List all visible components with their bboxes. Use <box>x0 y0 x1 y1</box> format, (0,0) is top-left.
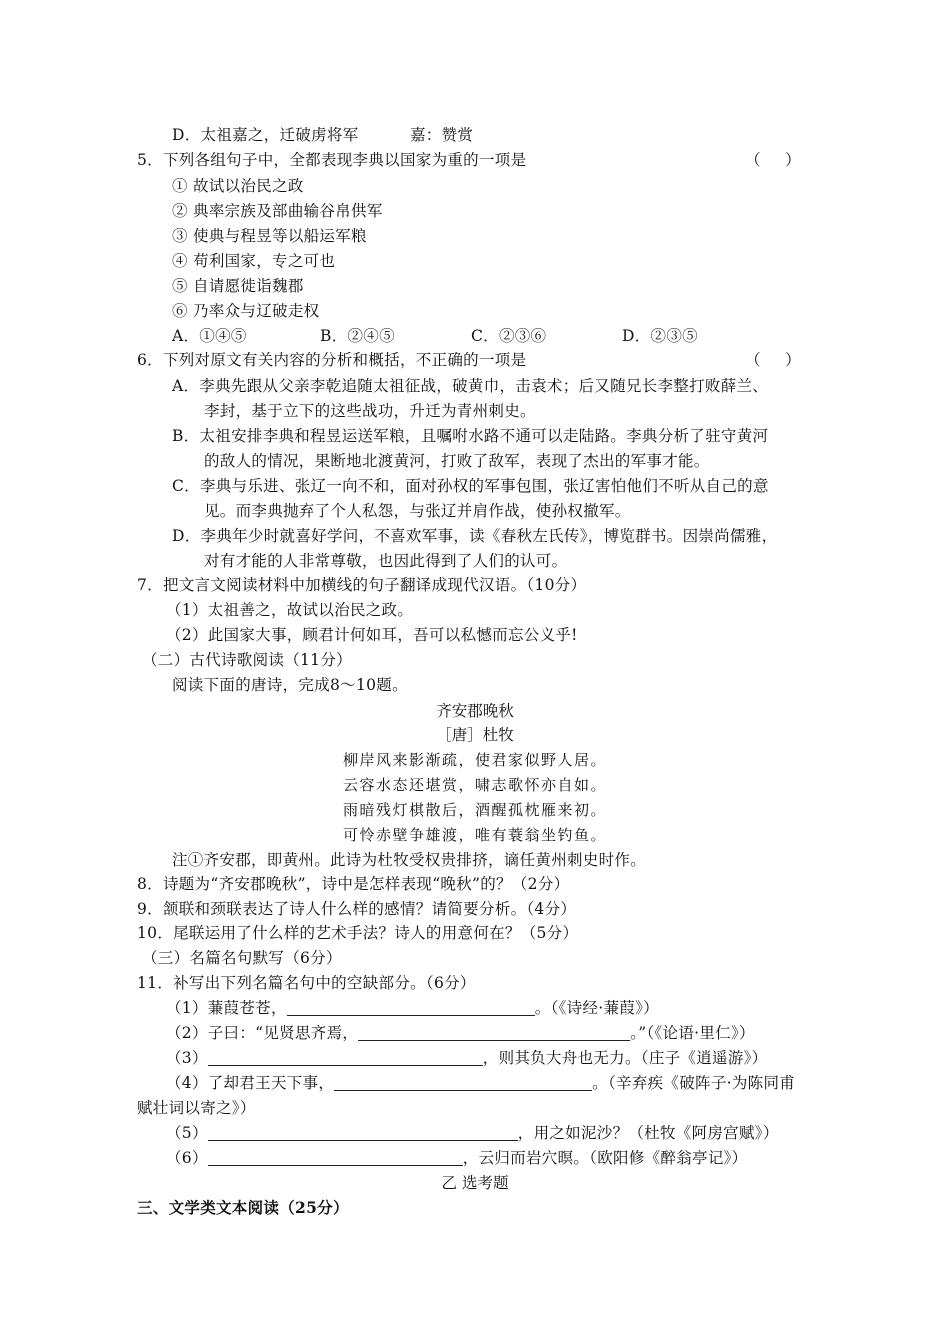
q5-item-1: ① 故试以治民之政 <box>172 177 304 195</box>
q5-option-a: A．①④⑤ <box>172 327 247 345</box>
q4-option-d-text: D．太祖嘉之，迁破虏将军 <box>172 126 359 144</box>
q11-item-2-suffix: 。”（《论语·里仁》） <box>630 1024 755 1042</box>
q11-item-6-suffix: ，云归而岩穴暝。（欧阳修《醉翁亭记》） <box>462 1149 748 1167</box>
q5-answer-paren: （ ） <box>745 151 801 169</box>
q11-item-4-suffix: 。（辛弃疾《破阵子·为陈同甫 <box>592 1074 796 1092</box>
q11-item-5-prefix: （5） <box>166 1124 208 1142</box>
section2-heading: （二）古代诗歌阅读（11分） <box>142 651 352 669</box>
fill-blank-2[interactable] <box>358 1024 630 1041</box>
poem-title: 齐安郡晚秋 <box>436 702 514 720</box>
q11-item-2 <box>166 1023 755 1043</box>
q11-item-1-suffix: 。（《诗经·蒹葭》） <box>534 999 659 1017</box>
q11-item-1-prefix: （1）蒹葭苍苍， <box>166 999 287 1017</box>
q5-item-4: ④ 苟利国家，专之可也 <box>172 252 336 270</box>
q11-item-3 <box>166 1048 767 1068</box>
q11-item-6-prefix: （6） <box>166 1149 208 1167</box>
q6-option-a-line2: 李封，基于立下的这些战功，升迁为青州刺史。 <box>204 402 536 420</box>
q7-sentence-2: （2）此国家大事，顾君计何如耳，吾可以私憾而忘公义乎! <box>166 626 578 644</box>
poem-author: ［唐］杜牧 <box>436 726 514 744</box>
q7-sentence-1: （1）太祖善之，故试以治民之政。 <box>166 601 414 619</box>
q11-item-5-suffix: ，用之如泥沙？（杜牧《阿房宫赋》） <box>517 1124 779 1142</box>
fill-blank-6[interactable] <box>208 1149 463 1166</box>
poem-intro: 阅读下面的唐诗，完成8～10题。 <box>172 676 408 694</box>
fill-blank-1[interactable] <box>287 999 535 1016</box>
q9: 9．颔联和颈联表达了诗人什么样的感情？请简要分析。（4分） <box>137 900 577 918</box>
fill-blank-5[interactable] <box>208 1124 518 1141</box>
optional-section-title: 乙 选考题 <box>441 1174 509 1192</box>
fill-blank-3[interactable] <box>208 1049 483 1066</box>
q6-option-c-line2: 见。而李典抛弃了个人私怨，与张辽并肩作战，使孙权撤军。 <box>204 502 631 520</box>
poem-line-2: 云容水态还堪赏，啸志歌怀亦自如。 <box>342 776 607 794</box>
poem-line-4: 可怜赤壁争雄渡，唯有蓑翁坐钓鱼。 <box>342 826 607 844</box>
poem-note: 注①齐安郡，即黄州。此诗为杜牧受权贵排挤，谪任黄州刺史时作。 <box>172 851 647 869</box>
q5-item-5: ⑤ 自请愿徙诣魏郡 <box>172 277 304 295</box>
q11-item-3-prefix: （3） <box>166 1049 208 1067</box>
q11-item-1 <box>166 998 659 1018</box>
q10: 10．尾联运用了什么样的艺术手法？诗人的用意何在？（5分） <box>137 924 579 942</box>
q5-item-2: ② 典率宗族及部曲输谷帛供军 <box>172 202 383 220</box>
q5-stem: 5．下列各组句子中，全都表现李典以国家为重的一项是 <box>137 151 527 169</box>
q5-item-3: ③ 使典与程昱等以船运军粮 <box>172 227 367 245</box>
q6-answer-paren: （ ） <box>745 351 801 369</box>
q11-item-6 <box>166 1148 747 1168</box>
q6-option-d-line2: 对有才能的人非常尊敬，也因此得到了人们的认可。 <box>204 552 568 570</box>
q5-item-6: ⑥ 乃率众与辽破走权 <box>172 302 320 320</box>
q6-option-b-line2: 的敌人的情况，果断地北渡黄河，打败了敌军，表现了杰出的军事才能。 <box>204 452 710 470</box>
q6-option-a-line1: A．李典先跟从父亲李乾追随太祖征战，破黄巾，击袁术；后又随兄长李整打败薛兰、 <box>172 377 769 395</box>
q11-item-4-continued: 赋壮词以寄之》） <box>137 1099 256 1117</box>
poem-line-3: 雨暗残灯棋散后，酒醒孤枕雁来初。 <box>342 801 607 819</box>
part3-heading: 三、文学类文本阅读（25分） <box>137 1198 349 1217</box>
q7-stem: 7．把文言文阅读材料中加横线的句子翻译成现代汉语。（10分） <box>137 576 587 594</box>
fill-blank-4[interactable] <box>334 1074 592 1091</box>
q5-option-d: D．②③⑤ <box>622 327 698 345</box>
q6-option-d-line1: D．李典年少时就喜好学问，不喜欢军事，读《春秋左氏传》，博览群书。因崇尚儒雅， <box>172 527 778 545</box>
q11-item-5 <box>166 1123 779 1143</box>
q11-item-4-prefix: （4）了却君王天下事， <box>166 1074 335 1092</box>
q6-option-b-line1: B．太祖安排李典和程昱运送军粮，且嘱咐水路不通可以走陆路。李典分析了驻守黄河 <box>172 427 769 445</box>
section3-heading: （三）名篇名句默写（6分） <box>142 949 342 967</box>
q11-item-4 <box>166 1073 795 1093</box>
q11-item-3-suffix: ，则其负大舟也无力。（庄子《逍遥游》） <box>482 1049 768 1067</box>
poem-line-1: 柳岸风来影渐疏，使君家似野人居。 <box>342 751 607 769</box>
q11: 11．补写出下列名篇名句中的空缺部分。（6分） <box>137 974 476 992</box>
q6-stem: 6．下列对原文有关内容的分析和概括，不正确的一项是 <box>137 351 527 369</box>
q8: 8．诗题为“齐安郡晚秋”，诗中是怎样表现“晚秋”的？（2分） <box>137 875 570 893</box>
q11-item-2-prefix: （2）子曰：“见贤思齐焉， <box>166 1024 359 1042</box>
q5-option-c: C．②③⑥ <box>471 327 547 345</box>
q5-option-b: B．②④⑤ <box>320 327 395 345</box>
q6-option-c-line1: C．李典与乐进、张辽一向不和，面对孙权的军事包围，张辽害怕他们不听从自己的意 <box>172 477 769 495</box>
q4-option-d <box>172 125 359 145</box>
q4-option-d-note: 嘉：赞赏 <box>410 126 474 144</box>
